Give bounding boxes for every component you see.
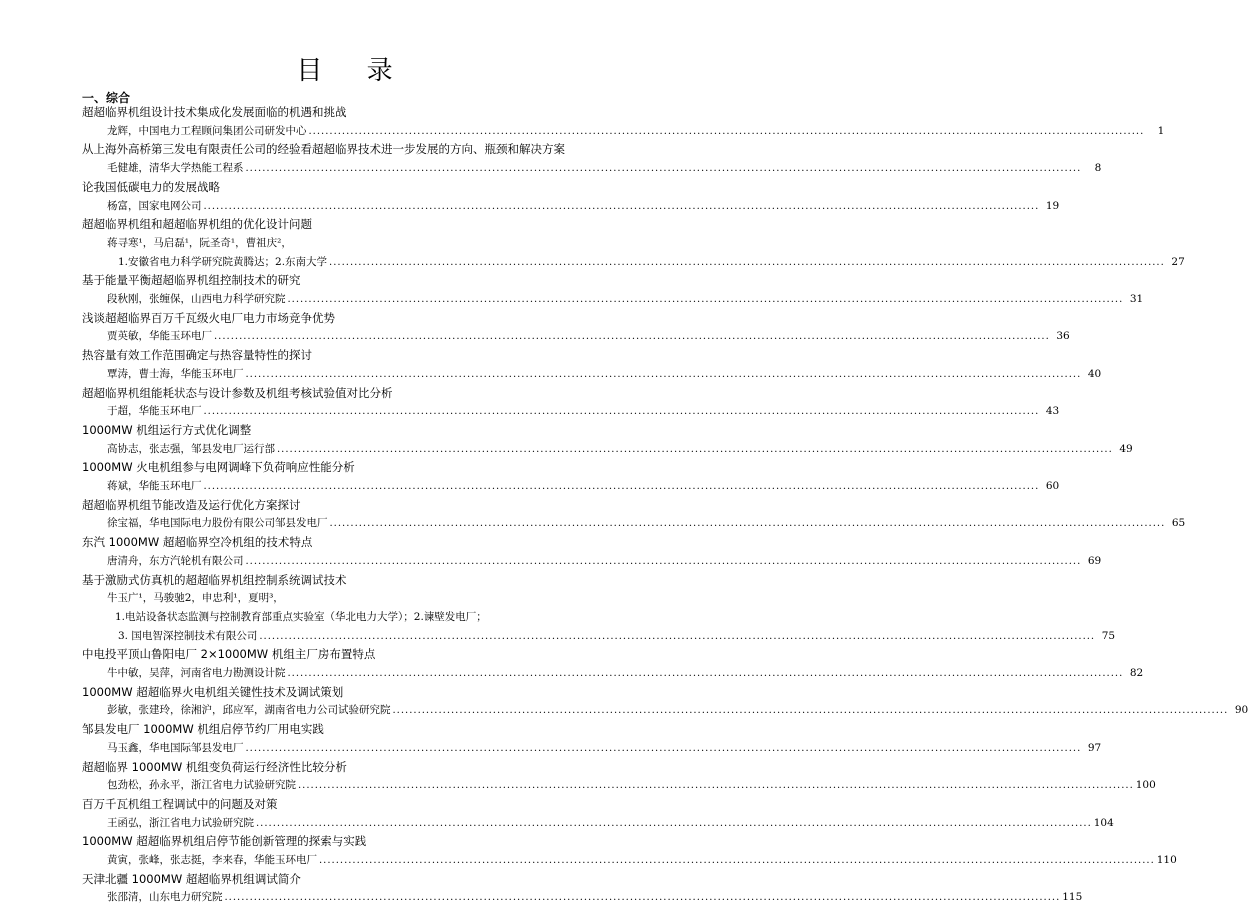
toc-entry-title[interactable]: 超超临界机组能耗状态与设计参数及机组考核试验值对比分析 — [82, 385, 393, 400]
toc-entry-authors-text: 彭敏，张建玲，徐湘沪，邱应军，湖南省电力公司试验研究院 — [107, 704, 391, 717]
toc-entry-title[interactable]: 超超临界机组设计技术集成化发展面临的机遇和挑战 — [82, 105, 347, 119]
toc-entry-authors-text: 于超，华能玉环电厂 — [107, 405, 202, 418]
toc-entry-authors — [107, 198, 1060, 213]
toc-entry-authors-text: 高协志，张志强，邹县发电厂运行部 — [107, 442, 275, 455]
leader-dots: ........................................................................................................................................................................................................ — [308, 125, 1145, 137]
toc-entry-authors-text: 3. 国电智深控制技术有限公司 — [118, 629, 258, 642]
toc-entry-authors-text: 覃涛，曹士海，华能玉环电厂 — [107, 367, 244, 380]
toc-entry-authors — [107, 665, 1144, 680]
toc-entry-title[interactable]: 基于能量平衡超超临界机组控制技术的研究 — [82, 273, 301, 288]
toc-entry-page-number[interactable]: 60 — [1045, 480, 1060, 492]
toc-entry-authors-text: 毛健雄，清华大学热能工程系 — [107, 162, 244, 175]
toc-entry-title[interactable]: 中电投平顶山鲁阳电厂 2×1000MW 机组主厂房布置特点 — [82, 647, 376, 662]
toc-entry-title[interactable]: 1000MW 机组运行方式优化调整 — [82, 422, 252, 437]
leader-dots: ........................................................................................................................................................................................................ — [392, 705, 1229, 717]
toc-entry-title[interactable]: 邹县发电厂 1000MW 机组启停节约厂用电实践 — [82, 722, 324, 737]
toc-entry-authors — [107, 702, 1248, 717]
toc-entry-authors — [107, 478, 1060, 493]
toc-entry-page-number[interactable]: 65 — [1171, 517, 1186, 530]
toc-entry-authors-text: 蒋斌，华能玉环电厂 — [107, 480, 202, 492]
toc-entry-title[interactable]: 基于激励式仿真机的超超临界机组控制系统调试技术 — [82, 572, 347, 587]
toc-entry-authors — [107, 291, 1144, 306]
leader-dots: ........................................................................................................................................................................................................ — [259, 630, 1096, 642]
toc-entry-authors-text: 段秋刚，张缠保，山西电力科学研究院 — [107, 293, 286, 305]
toc-entry-authors — [107, 889, 1083, 904]
toc-entry-authors-text: 马玉鑫，华电国际邹县发电厂 — [107, 741, 244, 754]
toc-entry-authors-text: 王函弘，浙江省电力试验研究院 — [107, 816, 254, 829]
toc-entry-title[interactable]: 超超临界机组节能改造及运行优化方案探讨 — [82, 497, 301, 512]
toc-entry-title[interactable]: 天津北疆 1000MW 超超临界机组调试简介 — [82, 871, 301, 886]
leader-dots: ........................................................................................................................................................................................................ — [245, 163, 1082, 175]
leader-dots: ........................................................................................................................................................................................................ — [203, 406, 1040, 418]
toc-entry-page-number[interactable]: 82 — [1129, 667, 1144, 679]
toc-entry-authors-text: 贾英敏，华能玉环电厂 — [107, 330, 212, 343]
toc-entry-title[interactable]: 浅谈超超临界百万千瓦级火电厂电力市场竞争优势 — [82, 310, 335, 325]
leader-dots: ........................................................................................................................................................................................................ — [277, 443, 1113, 455]
toc-entry-page-number[interactable]: 1 — [1157, 124, 1165, 137]
section-heading: 一、综合 — [82, 91, 131, 105]
toc-entry-page-number[interactable]: 40 — [1087, 367, 1102, 380]
toc-entry-page-number[interactable]: 43 — [1045, 405, 1060, 418]
toc-entry-title[interactable]: 热容量有效工作范围确定与热容量特性的探讨 — [82, 348, 312, 363]
toc-entry-authors-line: 牛玉广¹，马骏驰2，申忠利¹，夏明³， — [107, 592, 284, 605]
toc-entry-title[interactable]: 论我国低碳电力的发展战略 — [82, 179, 220, 194]
leader-dots: ........................................................................................................................................................................................................ — [245, 742, 1082, 754]
leader-dots: ........................................................................................................................................................................................................ — [256, 817, 1092, 829]
toc-entry-authors — [107, 123, 1165, 138]
leader-dots: ........................................................................................................................................................................................................ — [287, 294, 1124, 305]
toc-entry-authors-text: 牛中敏，吴萍，河南省电力勘测设计院 — [107, 667, 286, 679]
leader-dots: ........................................................................................................................................................................................................ — [298, 780, 1134, 792]
toc-entry-page-number[interactable]: 36 — [1056, 330, 1070, 343]
toc-entry-authors-text: 黄寅，张峰，张志挺，李来春，华能玉环电厂 — [107, 854, 317, 866]
leader-dots: ........................................................................................................................................................................................................ — [319, 855, 1155, 866]
toc-entry-title[interactable]: 超超临界 1000MW 机组变负荷运行经济性比较分析 — [82, 759, 347, 774]
toc-entry-page-number[interactable]: 8 — [1094, 162, 1102, 175]
toc-entry-authors — [107, 366, 1102, 381]
leader-dots: ........................................................................................................................................................................................................ — [224, 892, 1061, 904]
toc-entry-page-number[interactable]: 110 — [1156, 854, 1177, 866]
toc-entry-page-number[interactable]: 27 — [1171, 255, 1185, 268]
leader-dots: ........................................................................................................................................................................................................ — [203, 481, 1040, 492]
leader-dots: ........................................................................................................................................................................................................ — [214, 331, 1050, 343]
toc-entry-title[interactable]: 1000MW 火电机组参与电网调峰下负荷响应性能分析 — [82, 460, 355, 475]
toc-entry-authors — [107, 515, 1186, 530]
toc-entry-title[interactable]: 从上海外高桥第三发电有限责任公司的经验看超超临界技术进一步发展的方向、瓶颈和解决方案 — [82, 142, 565, 157]
toc-entry-page-number[interactable]: 90 — [1234, 704, 1248, 717]
toc-entry-authors — [107, 160, 1102, 175]
toc-entry-authors — [107, 553, 1102, 568]
toc-entry-authors-text: 1.安徽省电力科学研究院黄腾达；2.东南大学 — [118, 255, 328, 268]
toc-entry-authors-line: 蒋寻寒¹，马启磊¹，阮圣奇¹，曹祖庆²， — [107, 236, 292, 249]
toc-entry-authors — [107, 403, 1060, 418]
toc-entry-authors — [107, 777, 1156, 792]
toc-entry-authors-text: 张邵清，山东电力研究院 — [107, 891, 223, 904]
toc-entry-page-number[interactable]: 104 — [1093, 816, 1114, 829]
leader-dots: ........................................................................................................................................................................................................ — [329, 256, 1165, 268]
toc-entry-authors — [118, 628, 1116, 643]
leader-dots: ........................................................................................................................................................................................................ — [329, 518, 1166, 530]
leader-dots: ........................................................................................................................................................................................................ — [203, 200, 1040, 212]
toc-entry-page-number[interactable]: 31 — [1129, 293, 1144, 305]
toc-entry-page-number[interactable]: 115 — [1062, 891, 1083, 904]
page-title: 目 录 — [296, 56, 411, 86]
toc-entry-title[interactable]: 1000MW 超超临界火电机组关键性技术及调试策划 — [82, 684, 344, 699]
toc-entry-authors-text: 徐宝福，华电国际电力股份有限公司邹县发电厂 — [107, 517, 328, 530]
toc-entry-title[interactable]: 超超临界机组和超超临界机组的优化设计问题 — [82, 217, 312, 232]
toc-entry-authors — [107, 740, 1102, 755]
toc-entry-title[interactable]: 1000MW 超超临界机组启停节能创新管理的探索与实践 — [82, 834, 367, 849]
toc-entry-page-number[interactable]: 19 — [1045, 199, 1060, 212]
toc-entry-authors — [107, 328, 1070, 343]
toc-entry-page-number[interactable]: 75 — [1101, 629, 1116, 642]
toc-entry-authors — [107, 441, 1133, 456]
toc-entry-authors — [107, 852, 1177, 867]
toc-entry-page-number[interactable]: 97 — [1087, 741, 1102, 754]
toc-entry-title[interactable]: 百万千瓦机组工程调试中的问题及对策 — [82, 796, 278, 811]
toc-entry-authors-text: 包劲松，孙永平，浙江省电力试验研究院 — [107, 779, 296, 792]
toc-entry-page-number[interactable]: 100 — [1135, 779, 1156, 792]
toc-entry-authors-text: 龙辉，中国电力工程顾问集团公司研发中心 — [107, 124, 307, 137]
toc-entry-authors-text: 唐清舟，东方汽轮机有限公司 — [107, 554, 244, 567]
toc-entry-page-number[interactable]: 49 — [1119, 442, 1133, 455]
toc-entry-authors-line: 1.电站设备状态监测与控制教育部重点实验室（华北电力大学）；2.谏壁发电厂； — [115, 610, 487, 623]
leader-dots: ........................................................................................................................................................................................................ — [245, 555, 1082, 567]
toc-entry-authors — [107, 815, 1114, 830]
leader-dots: ........................................................................................................................................................................................................ — [245, 368, 1082, 380]
toc-entry-authors-text: 杨富，国家电网公司 — [107, 199, 202, 212]
toc-entry-page-number[interactable]: 69 — [1087, 554, 1102, 567]
leader-dots: ........................................................................................................................................................................................................ — [287, 668, 1124, 679]
toc-entry-title[interactable]: 东汽 1000MW 超超临界空冷机组的技术特点 — [82, 535, 313, 550]
toc-entry-authors — [118, 254, 1185, 269]
